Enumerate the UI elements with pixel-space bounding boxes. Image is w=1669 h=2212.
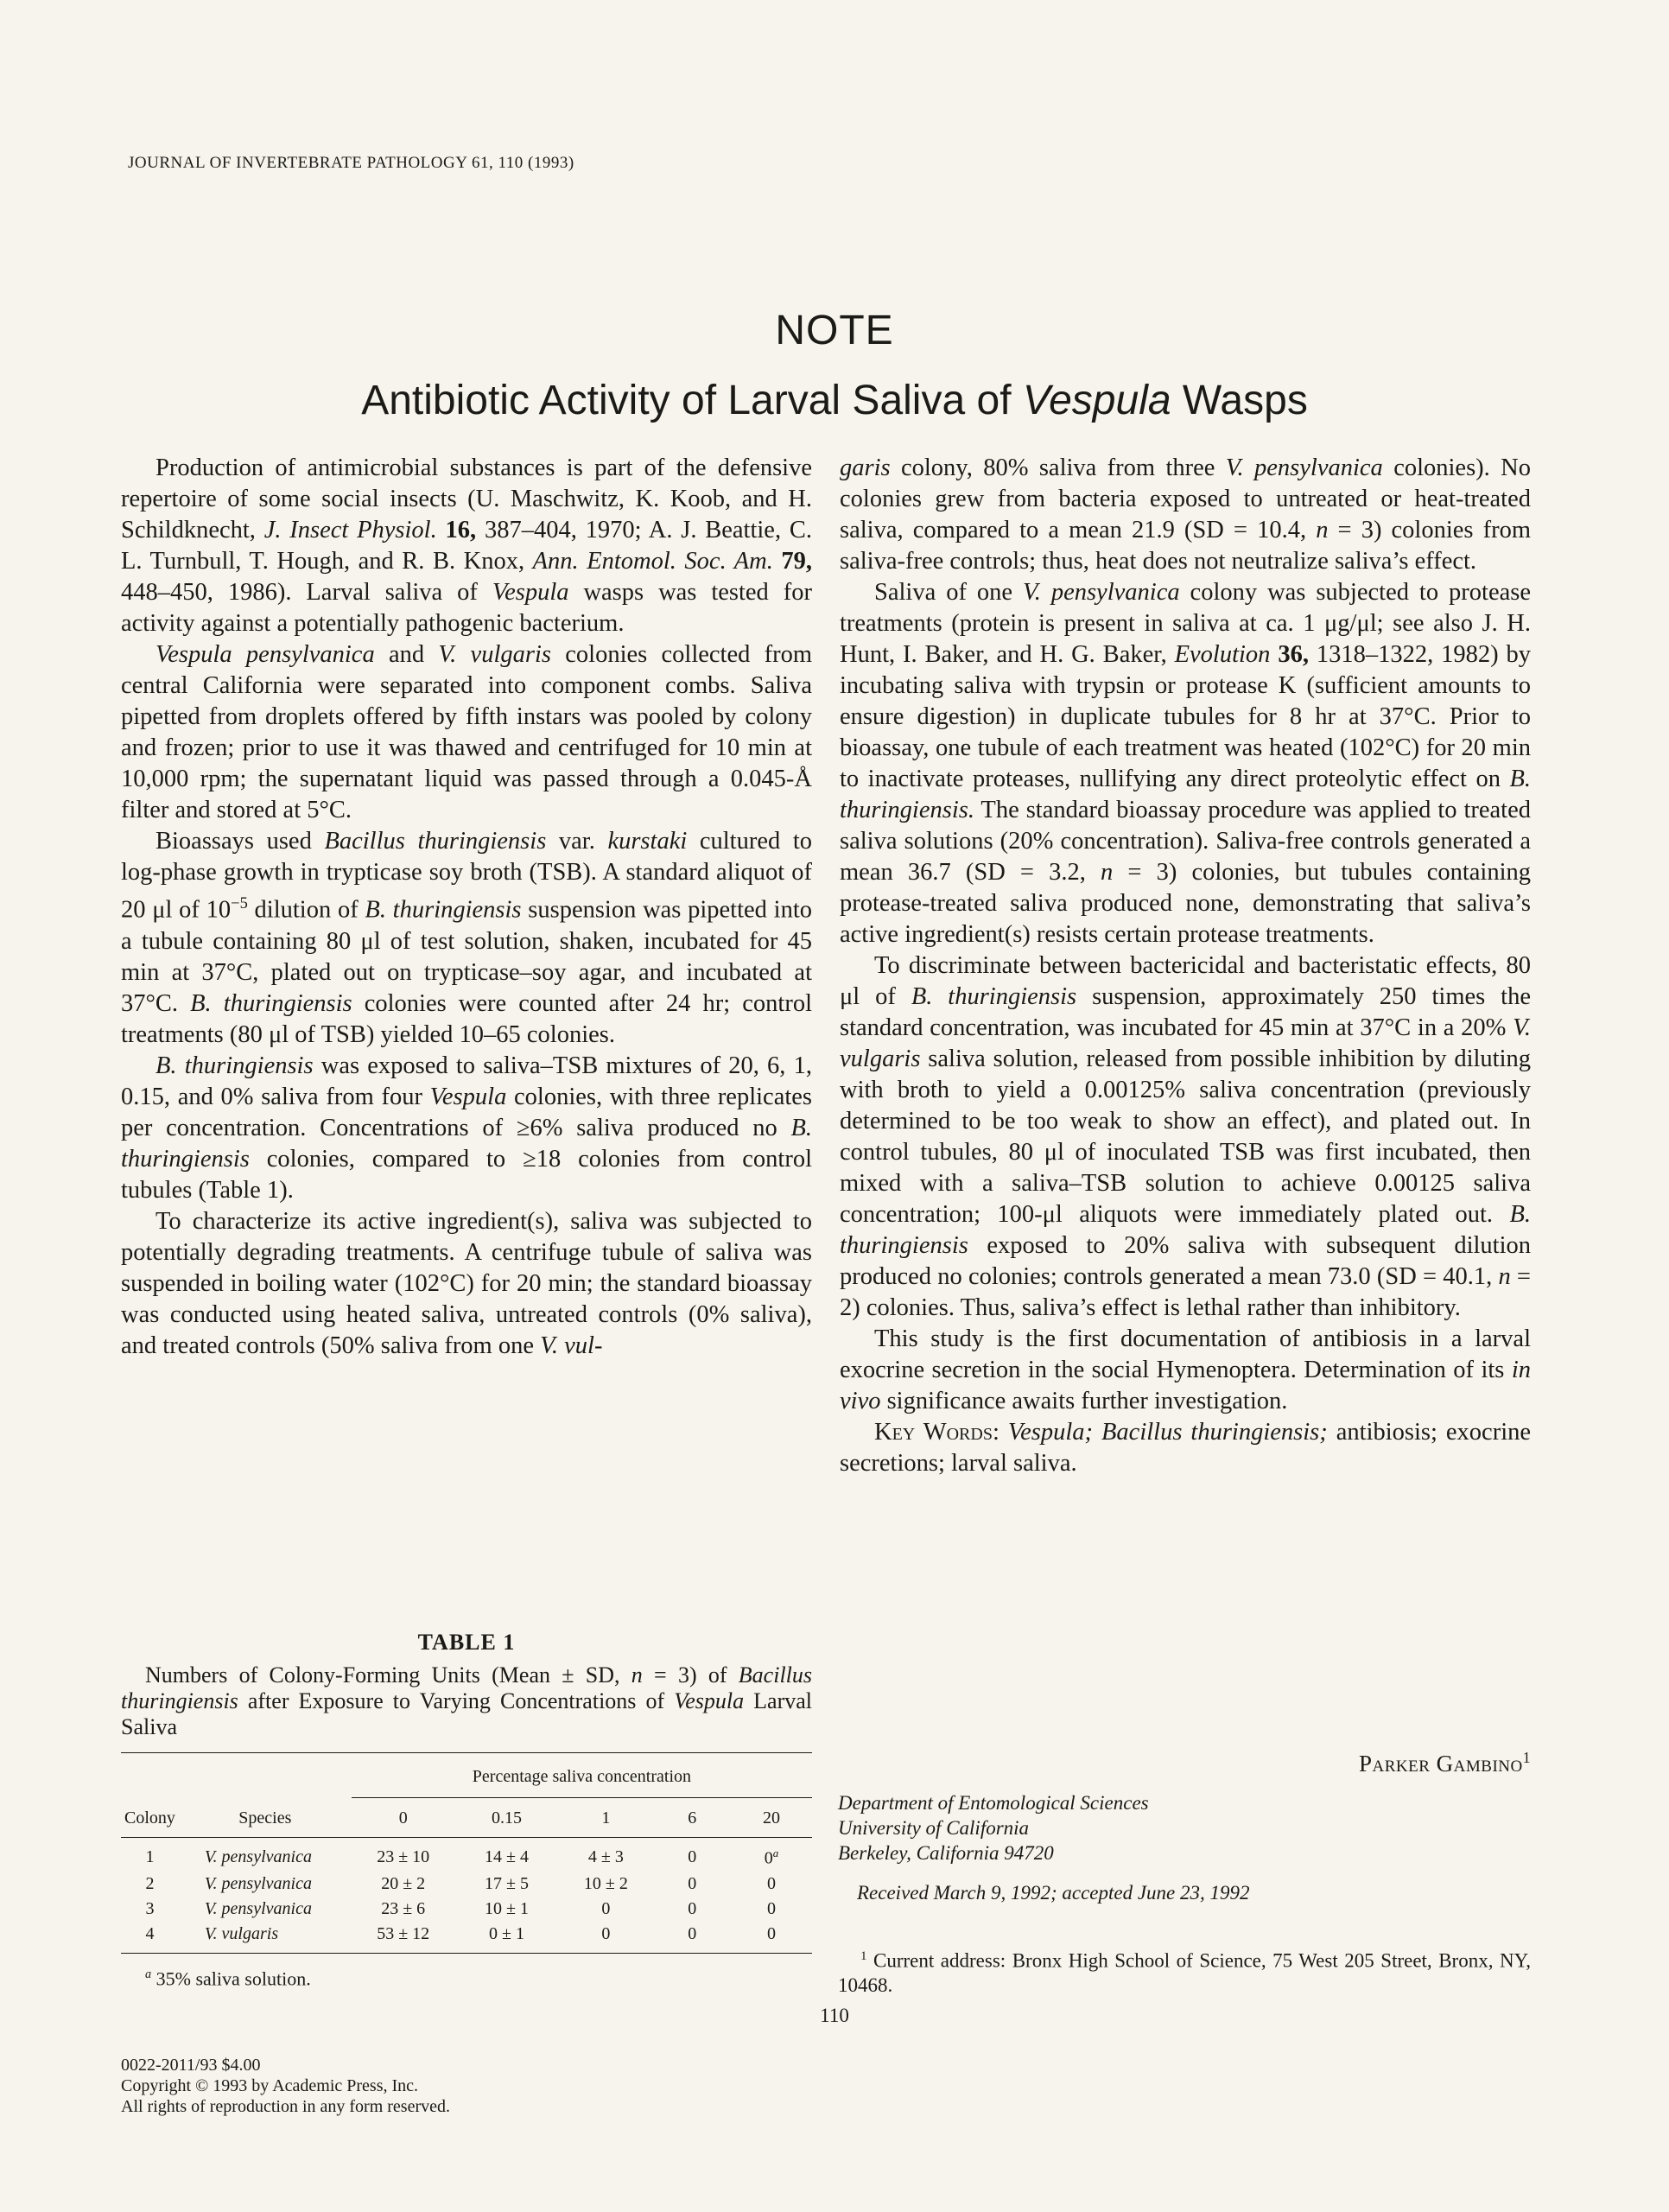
right-column bbox=[840, 453, 1531, 1479]
cell-value: 4 ± 3 bbox=[587, 1847, 624, 1867]
footnote-text: 35% saliva solution. bbox=[151, 1967, 311, 1989]
cell-value: 0 bbox=[767, 1873, 777, 1893]
cell-value: 0 bbox=[653, 1922, 731, 1954]
cell-value: 14 ± 4 bbox=[485, 1847, 529, 1867]
received-dates: Received March 9, 1992; accepted June 23, 1992 bbox=[857, 1882, 1250, 1904]
address-footnote bbox=[838, 1944, 1531, 1998]
column-header-concentration: 6 bbox=[653, 1798, 731, 1838]
cell-species: V. pensylvanica bbox=[204, 1898, 312, 1918]
table-caption: Numbers of Colony-Forming Units (Mean ± SD, n = 3) of Bacillus thuringiensis after Exposure to Varying Concentrations of Vespula Larval Saliva bbox=[121, 1662, 813, 1739]
title-prefix: Antibiotic Activity of Larval Saliva of bbox=[361, 378, 1023, 423]
table-footnote bbox=[121, 1967, 812, 1990]
affiliation bbox=[838, 1790, 1149, 1866]
author-marker: 1 bbox=[1522, 1749, 1531, 1766]
header-spacer bbox=[179, 1753, 352, 1798]
title-genus: Vespula bbox=[1022, 378, 1171, 423]
cell-colony: 1 bbox=[145, 1847, 155, 1867]
cell-value: 0 ± 1 bbox=[455, 1922, 559, 1954]
cell-value: 20 ± 2 bbox=[381, 1873, 426, 1893]
column-header-concentration: 0 bbox=[352, 1798, 455, 1838]
cell-value: 0 bbox=[688, 1873, 697, 1893]
table-row bbox=[121, 1897, 812, 1922]
address-footnote-text: Current address: Bronx High School of Science, 75 West 205 Street, Bronx, NY, 10468. bbox=[838, 1949, 1531, 1996]
cell-colony: 2 bbox=[145, 1873, 155, 1893]
cell-value: 0 bbox=[688, 1898, 697, 1918]
cell-value: 10 ± 1 bbox=[485, 1898, 529, 1918]
page-number: 110 bbox=[820, 2005, 849, 2026]
body-paragraph: Bioassays used Bacillus thuringiensis var. kurstaki cultured to log-phase growth in trypticase soy broth (TSB). A standard aliquot of 20 μl of $10^{-5}$ dilution of B. thuringiensis suspension was pipetted into a tubule containing 80 μl of test solution, shaken, incubated for 45 min at 37°C, plated out on trypticase–soy agar, and incubated at 37°C. B. thuringiensis colonies were counted after 24 hr; control treatments (80 μl of TSB) yielded 10–65 colonies. bbox=[121, 828, 813, 1048]
copyright-line: All rights of reproduction in any form reserved. bbox=[121, 2097, 451, 2116]
cell-value: 0 bbox=[767, 1898, 777, 1918]
author-name-text: Parker Gambino bbox=[1359, 1751, 1523, 1777]
address-footnote-marker: 1 bbox=[860, 1949, 867, 1963]
table-1 bbox=[121, 1630, 812, 1990]
cell-value: 23 ± 10 bbox=[377, 1847, 430, 1867]
cell-value: 10 ± 2 bbox=[583, 1873, 628, 1893]
cell-species: V. pensylvanica bbox=[204, 1847, 312, 1867]
running-head: JOURNAL OF INVERTEBRATE PATHOLOGY 61, 110 (1993) bbox=[128, 154, 574, 172]
body-paragraph: To discriminate between bactericidal and bacteristatic effects, 80 μl of B. thuringiensis suspension, approximately 250 times the standard concentration, was incubated for 45 min at 37°C in a 20% V. vulgaris saliva solution, released from possible inhibition by diluting with broth to yield a 0.00125% saliva concentration (previously determined to be too weak to show an effect), and plated out. In control tubules, 80 μl of inoculated TSB was first incubated, then mixed with a saliva–TSB solution to achieve 0.00125 saliva concentration; 100-μl aliquots were immediately plated out. B. thuringiensis exposed to 20% saliva with subsequent dilution produced no colonies; controls generated a mean 73.0 (SD = 40.1, n = 2) colonies. Thus, saliva’s effect is lethal rather than inhibitory. bbox=[840, 952, 1531, 1321]
table-title: TABLE 1 bbox=[417, 1630, 516, 1655]
header-spacer bbox=[121, 1753, 179, 1798]
cell-value: 17 ± 5 bbox=[485, 1873, 529, 1893]
note-label: NOTE bbox=[775, 308, 894, 353]
author-name bbox=[840, 1749, 1531, 1777]
body-paragraph: B. thuringiensis was exposed to saliva–TSB mixtures of 20, 6, 1, 0.15, and 0% saliva from four Vespula colonies, with three replicates per concentration. Concentrations of ≥6% saliva produced no B. thuringiensis colonies, compared to ≥18 colonies from control tubules (Table 1). bbox=[121, 1052, 813, 1204]
cell-species: V. pensylvanica bbox=[204, 1873, 312, 1893]
body-paragraph: Saliva of one V. pensylvanica colony was subjected to protease treatments (protein is present in saliva at ca. 1 μg/μl; see also J. H. Hunt, I. Baker, and H. G. Baker, Evolution 36, 1318–1322, 1982) by incubating saliva with trypsin or protease K (sufficient amounts to ensure digestion) in duplicate tubules for 8 hr at 37°C. Prior to bioassay, one tubule of each treatment was heated (102°C) for 20 min to inactivate proteases, nullifying any direct proteolytic effect on B. thuringiensis. The standard bioassay procedure was applied to treated saliva solutions (20% concentration). Saliva-free controls generated a mean 36.7 (SD = 3.2, n = 3) colonies, but tubules containing protease-treated saliva produced none, demonstrating that saliva’s active ingredient(s) resists certain protease treatments. bbox=[840, 579, 1531, 948]
table-row bbox=[121, 1922, 812, 1954]
body-paragraph: To characterize its active ingredient(s), saliva was subjected to potentially degrading treatments. A centrifuge tubule of saliva was suspended in boiling water (102°C) for 20 min; the standard bioassay was conducted using heated saliva, untreated controls (0% saliva), and treated controls (50% saliva from one V. vul- bbox=[121, 1207, 812, 1359]
title-suffix: Wasps bbox=[1171, 378, 1308, 423]
cell-value: 53 ± 12 bbox=[352, 1922, 455, 1954]
affiliation-line: University of California bbox=[838, 1817, 1030, 1839]
copyright-line: Copyright © 1993 by Academic Press, Inc. bbox=[121, 2076, 419, 2095]
body-paragraph: Production of antimicrobial substances is part of the defensive repertoire of some social insects (U. Maschwitz, K. Koob, and H. Schildknecht, J. Insect Physiol. 16, 387–404, 1970; A. J. Beattie, C. L. Turnbull, T. Hough, and R. B. Knox, Ann. Entomol. Soc. Am. 79, 448–450, 1986). Larval saliva of Vespula wasps was tested for activity against a potentially pathogenic bacterium. bbox=[121, 454, 812, 637]
left-column bbox=[121, 453, 812, 1362]
table-row bbox=[121, 1838, 812, 1872]
cell-value: 0 bbox=[558, 1922, 653, 1954]
cell-value: 0$^a$ bbox=[764, 1847, 779, 1868]
affiliation-line: Berkeley, California 94720 bbox=[838, 1842, 1054, 1864]
footnote-marker: a bbox=[145, 1967, 152, 1981]
cell-value: 0 bbox=[688, 1847, 697, 1867]
column-header-colony: Colony bbox=[121, 1798, 179, 1838]
group-header: Percentage saliva concentration bbox=[352, 1753, 812, 1798]
body-paragraph: garis colony, 80% saliva from three V. pensylvanica colonies). No colonies grew from bacteria exposed to untreated or heat-treated saliva, compared to a mean 21.9 (SD = 10.4, n = 3) colonies from saliva-free controls; thus, heat does not neutralize saliva’s effect. bbox=[840, 454, 1531, 575]
column-header-concentration: 20 bbox=[731, 1798, 812, 1838]
cell-colony: 4 bbox=[121, 1922, 179, 1954]
copyright-line: 0022-2011/93 $4.00 bbox=[121, 2056, 261, 2075]
cell-colony: 3 bbox=[145, 1898, 155, 1918]
column-header-species: Species bbox=[179, 1798, 352, 1838]
table-row bbox=[121, 1872, 812, 1897]
cell-value: 0 bbox=[601, 1898, 611, 1918]
column-header-concentration: 0.15 bbox=[455, 1798, 559, 1838]
body-paragraph: Vespula pensylvanica and V. vulgaris colonies collected from central California were separated into component combs. Saliva pipetted from droplets offered by fifth instars was pooled by colony and frozen; prior to use it was thawed and centrifuged for 10 min at 10,000 rpm; the supernatant liquid was passed through a 0.045-Å filter and stored at 5°C. bbox=[121, 641, 813, 823]
cell-value: 23 ± 6 bbox=[381, 1898, 426, 1918]
article-title bbox=[0, 377, 1669, 424]
cell-species: V. vulgaris bbox=[179, 1922, 352, 1954]
cell-footnote-marker: a bbox=[772, 1847, 779, 1859]
column-header-concentration: 1 bbox=[558, 1798, 653, 1838]
body-paragraph: This study is the first documentation of antibiosis in a larval exocrine secretion in the social Hymenoptera. Determination of its in vivo significance awaits further investigation. bbox=[840, 1325, 1531, 1414]
body-paragraph: Key Words: Vespula; Bacillus thuringiensis; antibiosis; exocrine secretions; larval saliva. bbox=[840, 1419, 1532, 1477]
cell-value: 0 bbox=[731, 1922, 812, 1954]
affiliation-line: Department of Entomological Sciences bbox=[838, 1792, 1149, 1814]
colony-table bbox=[121, 1752, 812, 1954]
copyright-block bbox=[121, 2055, 450, 2117]
